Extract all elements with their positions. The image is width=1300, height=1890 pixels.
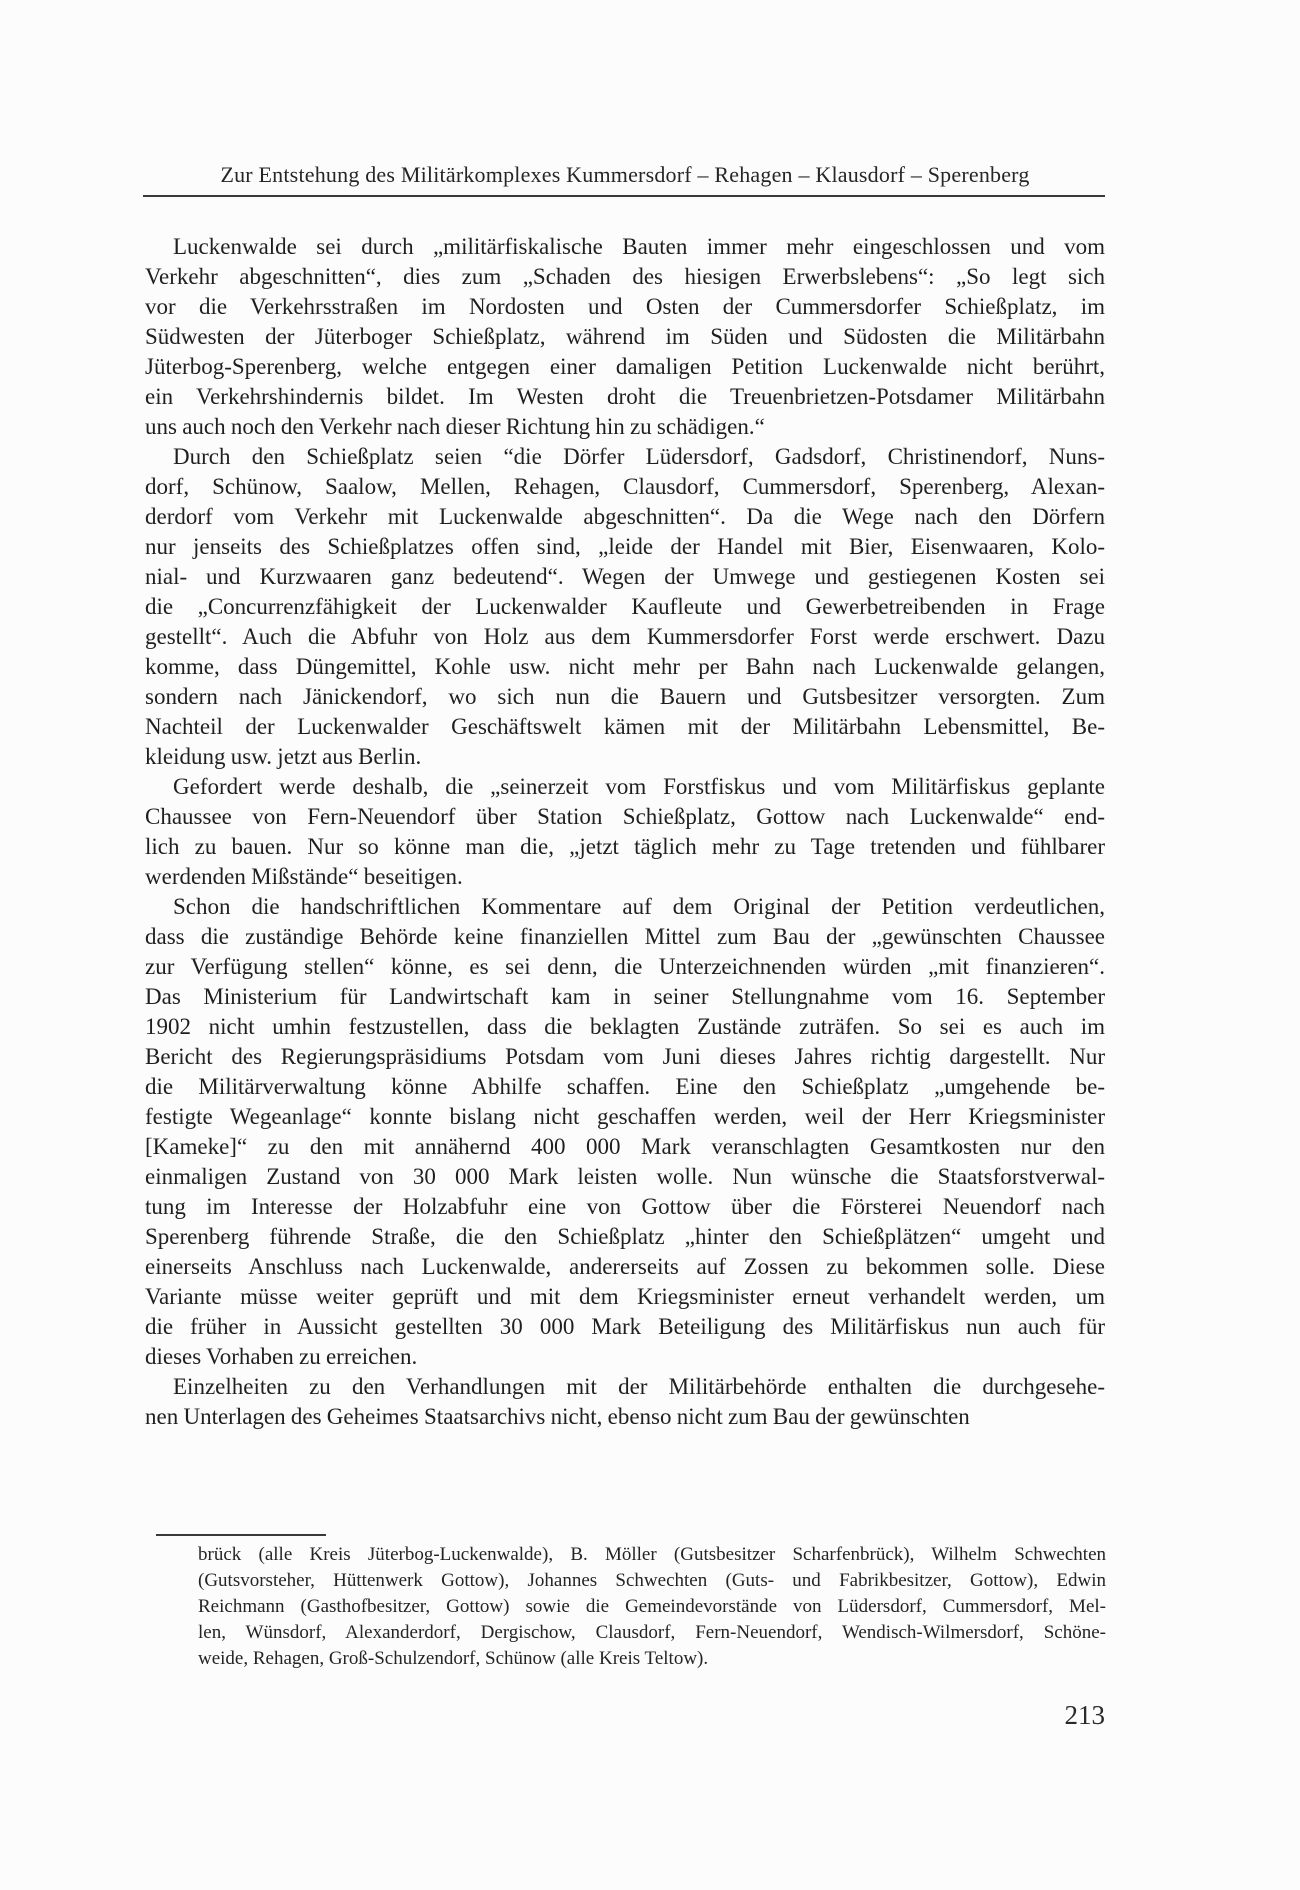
body-line: einmaligen Zustand von 30 000 Mark leisten wolle. Nun wünsche die Staatsforstverwal- (145, 1164, 1105, 1189)
body-line: sondern nach Jänickendorf, wo sich nun die Bauern und Gutsbesitzer versorgten. Zum (145, 684, 1105, 709)
footnote-line: (Gutsvorsteher, Hüttenwerk Gottow), Johannes Schwechten (Guts- und Fabrikbesitzer, Gottow), Edwin (198, 1570, 1106, 1591)
footnote-line: brück (alle Kreis Jüterbog-Luckenwalde), B. Möller (Gutsbesitzer Scharfenbrück), Wilhelm Schwechten (198, 1544, 1106, 1565)
running-header: Zur Entstehung des Militärkomplexes Kummersdorf – Rehagen – Klausdorf – Sperenberg (220, 162, 1030, 187)
body-line: dieses Vorhaben zu erreichen. (145, 1344, 418, 1369)
body-line: die Militärverwaltung könne Abhilfe schaffen. Eine den Schießplatz „umgehende be- (145, 1074, 1105, 1099)
body-line: dorf, Schünow, Saalow, Mellen, Rehagen, Clausdorf, Cummersdorf, Sperenberg, Alexan- (145, 474, 1105, 499)
body-line: Schon die handschriftlichen Kommentare auf dem Original der Petition verdeutlichen, (173, 894, 1105, 919)
body-line: werdenden Mißstände“ beseitigen. (145, 864, 463, 889)
body-line: Luckenwalde sei durch „militärfiskalische Bauten immer mehr eingeschlossen und vom (173, 234, 1105, 259)
body-line: Nachteil der Luckenwalder Geschäftswelt kämen mit der Militärbahn Lebensmittel, Be- (145, 714, 1105, 739)
body-line: Bericht des Regierungspräsidiums Potsdam vom Juni dieses Jahres richtig dargestellt. Nur (145, 1044, 1105, 1069)
body-line: uns auch noch den Verkehr nach dieser Richtung hin zu schädigen.“ (145, 414, 765, 439)
footnote-line: weide, Rehagen, Groß-Schulzendorf, Schünow (alle Kreis Teltow). (198, 1648, 709, 1669)
body-line: dass die zuständige Behörde keine finanziellen Mittel zum Bau der „gewünschten Chaussee (145, 924, 1105, 949)
body-line: zur Verfügung stellen“ könne, es sei denn, die Unterzeichnenden würden „mit finanzieren“. (145, 954, 1105, 979)
body-line: gestellt“. Auch die Abfuhr von Holz aus dem Kummersdorfer Forst werde erschwert. Dazu (145, 624, 1105, 649)
body-line: Einzelheiten zu den Verhandlungen mit der Militärbehörde enthalten die durchgesehe- (173, 1374, 1105, 1399)
footnote-separator (156, 1534, 326, 1536)
body-line: Gefordert werde deshalb, die „seinerzeit vom Forstfiskus und vom Militärfiskus geplante (173, 774, 1105, 799)
body-line: festigte Wegeanlage“ konnte bislang nicht geschaffen werden, weil der Herr Kriegsminister (145, 1104, 1105, 1129)
body-line: nial- und Kurzwaaren ganz bedeutend“. Wegen der Umwege und gestiegenen Kosten sei (145, 564, 1105, 589)
body-line: Sperenberg führende Straße, die den Schießplatz „hinter den Schießplätzen“ umgeht und (145, 1224, 1105, 1249)
body-line: Chaussee von Fern-Neuendorf über Station Schießplatz, Gottow nach Luckenwalde“ end- (145, 804, 1105, 829)
body-line: derdorf vom Verkehr mit Luckenwalde abgeschnitten“. Da die Wege nach den Dörfern (145, 504, 1105, 529)
body-text (145, 232, 1105, 1432)
body-line: kleidung usw. jetzt aus Berlin. (145, 744, 422, 769)
page-number: 213 (1064, 1700, 1105, 1730)
body-line: nur jenseits des Schießplatzes offen sind, „leide der Handel mit Bier, Eisenwaaren, Kolo- (145, 534, 1105, 559)
body-line: lich zu bauen. Nur so könne man die, „jetzt täglich mehr zu Tage tretenden und fühlbarer (145, 834, 1105, 859)
header-rule (143, 195, 1105, 197)
body-line: komme, dass Düngemittel, Kohle usw. nicht mehr per Bahn nach Luckenwalde gelangen, (145, 654, 1105, 679)
body-line: tung im Interesse der Holzabfuhr eine von Gottow über die Försterei Neuendorf nach (145, 1194, 1105, 1219)
body-line: 1902 nicht umhin festzustellen, dass die beklagten Zustände zuträfen. So sei es auch im (145, 1014, 1105, 1039)
body-line: Jüterbog-Sperenberg, welche entgegen einer damaligen Petition Luckenwalde nicht berührt, (145, 354, 1105, 379)
footnote-line: Reichmann (Gasthofbesitzer, Gottow) sowie die Gemeindevorstände von Lüdersdorf, Cummersdorf, Mel- (198, 1596, 1106, 1617)
body-line: vor die Verkehrsstraßen im Nordosten und Osten der Cummersdorfer Schießplatz, im (145, 294, 1105, 319)
body-line: Verkehr abgeschnitten“, dies zum „Schaden des hiesigen Erwerbslebens“: „So legt sich (145, 264, 1105, 289)
body-line: die „Concurrenzfähigkeit der Luckenwalder Kaufleute und Gewerbetreibenden in Frage (145, 594, 1105, 619)
body-line: [Kameke]“ zu den mit annähernd 400 000 Mark veranschlagten Gesamtkosten nur den (145, 1134, 1105, 1159)
body-line: Durch den Schießplatz seien “die Dörfer Lüdersdorf, Gadsdorf, Christinendorf, Nuns- (173, 444, 1105, 469)
body-line: Das Ministerium für Landwirtschaft kam in seiner Stellungnahme vom 16. September (145, 984, 1105, 1009)
body-line: einerseits Anschluss nach Luckenwalde, andererseits auf Zossen zu bekommen solle. Diese (145, 1254, 1105, 1279)
body-line: ein Verkehrshindernis bildet. Im Westen droht die Treuenbrietzen-Potsdamer Militärbahn (145, 384, 1105, 409)
body-line: die früher in Aussicht gestellten 30 000 Mark Beteiligung des Militärfiskus nun auch für (145, 1314, 1105, 1339)
body-line: nen Unterlagen des Geheimes Staatsarchivs nicht, ebenso nicht zum Bau der gewünschten (145, 1404, 970, 1429)
footnote-text (198, 1542, 1106, 1672)
footnote-line: len, Wünsdorf, Alexanderdorf, Dergischow, Clausdorf, Fern-Neuendorf, Wendisch-Wilmersdorf, Schöne- (198, 1622, 1106, 1643)
body-line: Südwesten der Jüterboger Schießplatz, während im Süden und Südosten die Militärbahn (145, 324, 1105, 349)
body-line: Variante müsse weiter geprüft und mit dem Kriegsminister erneut verhandelt werden, um (145, 1284, 1105, 1309)
